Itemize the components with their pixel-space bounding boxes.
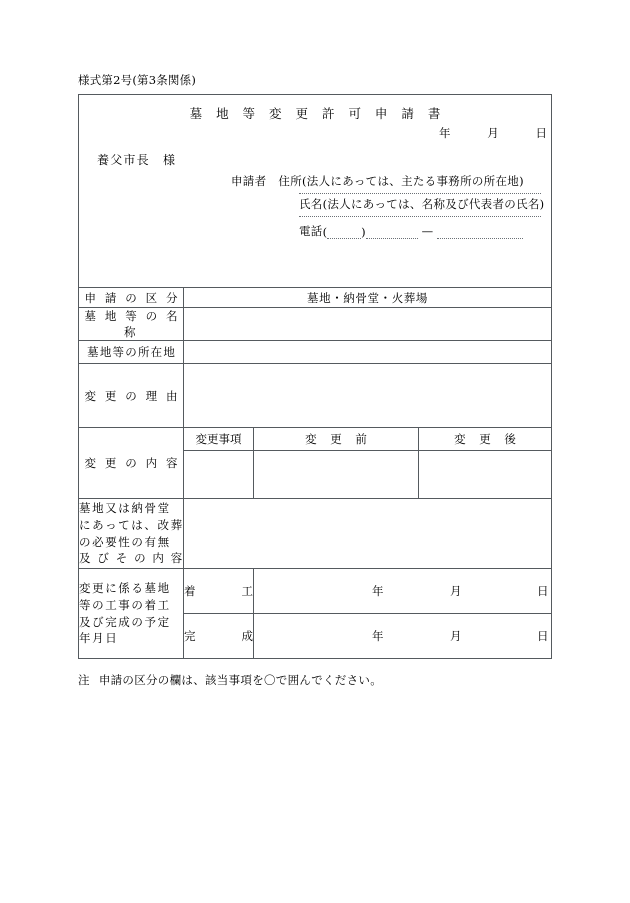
table-row-change-content-header [79, 428, 552, 451]
note-mark: 注 [78, 673, 90, 687]
table-row-reburial [79, 499, 552, 569]
form-note [78, 672, 382, 688]
telephone-area-code-field[interactable] [327, 226, 361, 239]
applicant-name-fill-line[interactable] [299, 216, 541, 217]
label-change-reason: 変 更 の 理 由 [79, 364, 184, 428]
label-stage-completion-char-1: 完 [184, 629, 196, 643]
label-stage-start-char-1: 着 [184, 584, 196, 598]
schedule-completion-month-label: 月 [450, 629, 462, 643]
applicant-name-label: 氏名(法人にあっては、名称及び代表者の氏名) [299, 197, 545, 211]
label-stage-start [184, 569, 254, 614]
label-schedule-line-2: 等の工事の着工 [79, 597, 171, 612]
masthead-cell [79, 95, 552, 288]
label-schedule-line-1: 変更に係る墓地 [79, 581, 171, 596]
table-row-application-type [79, 288, 552, 308]
value-facility-name[interactable] [184, 308, 552, 341]
table-row-masthead [79, 95, 552, 288]
column-header-after-change: 変 更 後 [419, 428, 552, 451]
value-change-reason[interactable] [184, 364, 552, 428]
date-year-label: 年 [439, 126, 451, 140]
label-stage-start-char-2: 工 [241, 584, 253, 598]
telephone-exchange-field[interactable] [366, 226, 418, 239]
label-reburial-line-3: の必要性の有無 [79, 534, 171, 549]
label-stage-completion-char-2: 成 [241, 629, 253, 643]
schedule-completion-day-label: 日 [537, 629, 549, 643]
column-header-change-item: 変更事項 [184, 428, 254, 451]
document-title: 墓 地 等 変 更 許 可 申 請 書 [189, 106, 446, 121]
table-row-schedule-start [79, 569, 552, 614]
date-day-label: 日 [535, 126, 547, 140]
applicant-block [231, 173, 545, 239]
telephone-label: 電話 [299, 224, 323, 238]
schedule-start-year-label: 年 [372, 584, 384, 598]
column-header-before-change: 変 更 前 [254, 428, 419, 451]
table-row-change-reason [79, 364, 552, 428]
label-facility-name: 墓 地 等 の 名 称 [79, 308, 184, 341]
telephone-open-paren: ( [322, 225, 328, 239]
value-after-change[interactable] [419, 451, 552, 499]
label-schedule [79, 569, 184, 659]
telephone-close-paren: ) [361, 225, 366, 239]
label-application-type: 申 請 の 区 分 [79, 288, 184, 308]
label-schedule-line-4: 年月日 [79, 631, 119, 646]
value-facility-location[interactable] [184, 341, 552, 364]
label-reburial-line-2: にあっては、改葬 [79, 517, 184, 532]
application-form-table [78, 94, 552, 659]
form-number: 様式第2号(第3条関係) [78, 73, 197, 87]
value-schedule-start-date[interactable] [254, 569, 552, 614]
label-reburial-line-4: 及 び そ の 内 容 [79, 551, 184, 566]
value-reburial[interactable] [184, 499, 552, 569]
label-reburial-line-1: 墓地又は納骨堂 [79, 501, 171, 516]
date-month-label: 月 [487, 126, 499, 140]
note-text: 申請の区分の欄は、該当事項を〇で囲んでください。 [98, 673, 383, 687]
applicant-address-label [231, 173, 541, 189]
date-line [439, 125, 547, 141]
value-change-item[interactable] [184, 451, 254, 499]
label-schedule-line-3: 及び完成の予定 [79, 614, 171, 629]
schedule-start-month-label: 月 [450, 584, 462, 598]
value-schedule-completion-date[interactable] [254, 614, 552, 659]
label-reburial [79, 499, 184, 569]
applicant-address-text: 住所(法人にあっては、主たる事務所の所在地) [278, 174, 524, 188]
label-change-content: 変 更 の 内 容 [79, 428, 184, 499]
table-row-facility-location [79, 341, 552, 364]
addressee: 養父市長 様 [97, 153, 177, 167]
applicant-telephone-row [299, 223, 541, 239]
telephone-number-field[interactable] [437, 226, 523, 239]
applicant-address-fill-line[interactable] [299, 193, 541, 194]
applicant-lead-label: 申請者 [231, 174, 267, 188]
value-application-type[interactable]: 墓地・納骨堂・火葬場 [184, 288, 552, 308]
value-before-change[interactable] [254, 451, 419, 499]
label-facility-location: 墓地等の所在地 [79, 341, 184, 364]
schedule-start-day-label: 日 [537, 584, 549, 598]
label-stage-completion [184, 614, 254, 659]
telephone-dash: — [421, 224, 434, 238]
schedule-completion-year-label: 年 [372, 629, 384, 643]
table-row-facility-name [79, 308, 552, 341]
